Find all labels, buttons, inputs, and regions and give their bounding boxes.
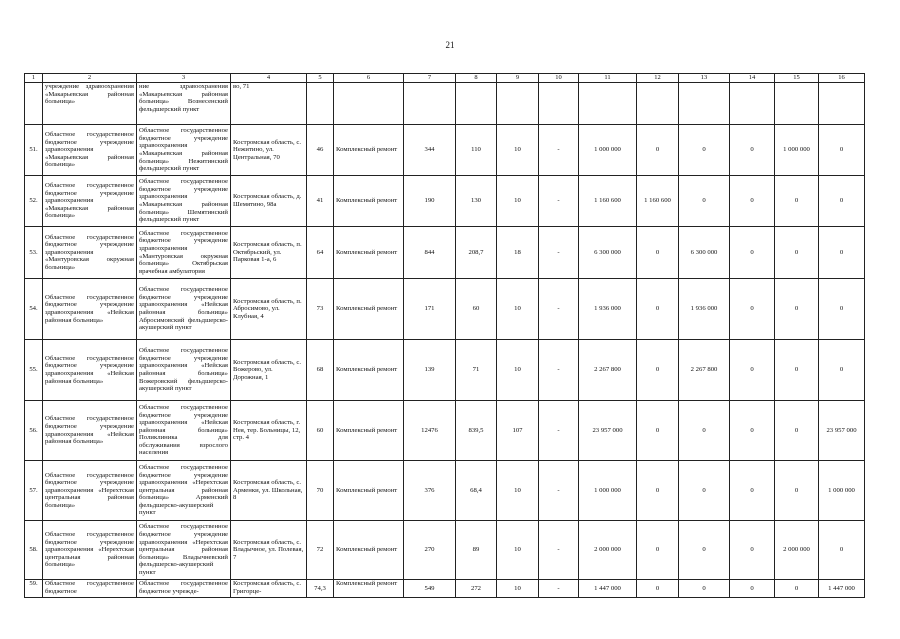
cost-2024-cell: 0 [730,340,775,401]
address-cell: Костромская область, с. Арменки, ул. Школьная, 8 [231,461,307,521]
facility-cell: Областное государственное бюджетное учреждение здравоохранения «Нейская районная больница» Абросимовский фельдшерско-акушерский пункт [137,279,231,340]
cost-2023-cell: 0 [679,125,730,176]
column-number: 11 [579,74,637,83]
staff-cell: 10 [497,461,539,521]
staff-cell: 10 [497,580,539,598]
work-type-cell: Комплексный ремонт [334,227,404,279]
cost-2022-cell: 0 [637,521,679,580]
row-number: 51. [25,125,43,176]
row-number: 59. [25,580,43,598]
institution-cell: Областное государственное бюджетное учреждение здравоохранения «Мантуровская окружная больница» [43,227,137,279]
area-cell: 68 [307,340,334,401]
beds-cell: - [539,279,579,340]
total-area-cell: 376 [404,461,456,521]
cost-2024-cell: 0 [730,176,775,227]
cost-2026-cell: 0 [819,125,865,176]
table-row [25,279,865,340]
table-row [25,401,865,461]
address-cell: Костромская область, д. Шемятино, 98а [231,176,307,227]
total-cost-cell: 1 936 000 [579,279,637,340]
cost-2025-cell: 0 [775,401,819,461]
facility-cell: Областное государственное бюджетное учреждение здравоохранения «Нейская районная больница» Вожеровский фельдшерско-акушерский пункт [137,340,231,401]
beds-cell: - [539,580,579,598]
total-cost-cell: 6 300 000 [579,227,637,279]
cost-2025-cell: 0 [775,227,819,279]
empty-cell [819,83,865,125]
staff-cell: 10 [497,279,539,340]
table-row [25,580,865,598]
cost-2026-cell: 0 [819,176,865,227]
cost-2023-cell: 6 300 000 [679,227,730,279]
total-cost-cell: 1 160 600 [579,176,637,227]
beds-cell: - [539,461,579,521]
repair-area-cell: 68,4 [456,461,497,521]
area-cell: 60 [307,401,334,461]
total-area-cell: 549 [404,580,456,598]
staff-cell: 10 [497,521,539,580]
cost-2022-cell: 0 [637,227,679,279]
empty-cell [456,83,497,125]
row-number: 58. [25,521,43,580]
repair-area-cell: 130 [456,176,497,227]
address-cell: Костромская область, п. Октябрьский, ул. Парковая 1-а, 6 [231,227,307,279]
area-cell: 73 [307,279,334,340]
column-number: 7 [404,74,456,83]
cost-2024-cell: 0 [730,279,775,340]
beds-cell: - [539,340,579,401]
table-row [25,125,865,176]
facility-cell: Областное государственное бюджетное учреждение здравоохранения «Нерехтская центральная районная больница» Арменский фельдшерско-акушерский пункт [137,461,231,521]
work-type-cell: Комплексный ремонт [334,521,404,580]
institution-cell: Областное государственное бюджетное учреждение здравоохранения «Макарьевская районная больница» [43,125,137,176]
total-area-cell: 139 [404,340,456,401]
column-number: 8 [456,74,497,83]
cost-2023-cell: 0 [679,461,730,521]
beds-cell: - [539,401,579,461]
work-type-cell: Комплексный ремонт [334,125,404,176]
total-area-cell: 190 [404,176,456,227]
row-number: 57. [25,461,43,521]
cost-2022-cell: 0 [637,461,679,521]
cost-2023-cell: 0 [679,401,730,461]
total-cost-cell: 2 267 800 [579,340,637,401]
cost-2023-cell: 0 [679,521,730,580]
cost-2022-cell: 0 [637,401,679,461]
area-cell: 46 [307,125,334,176]
continuation-row [25,83,865,125]
address-cell: Костромская область, с. Вожерово, ул. Дорожная, 1 [231,340,307,401]
column-number: 5 [307,74,334,83]
work-type-cell: Комплексный ремонт [334,340,404,401]
column-number: 9 [497,74,539,83]
cost-2024-cell: 0 [730,461,775,521]
address-cell: во, 71 [231,83,307,125]
empty-cell [730,83,775,125]
row-number: 52. [25,176,43,227]
empty-cell [539,83,579,125]
institution-cell: Областное государственное бюджетное учреждение здравоохранения «Макарьевская районная больница» [43,176,137,227]
institution-cell: Областное государственное бюджетное учреждение здравоохранения «Нерехтская центральная районная больница» [43,521,137,580]
beds-cell: - [539,176,579,227]
facility-cell: Областное государственное бюджетное учреждение здравоохранения «Макарьевская районная больница» Нежитинский фельдшерский пункт [137,125,231,176]
empty-cell [679,83,730,125]
repair-area-cell: 839,5 [456,401,497,461]
total-cost-cell: 1 447 000 [579,580,637,598]
institution-cell: Областное государственное бюджетное [43,580,137,598]
cost-2023-cell: 0 [679,580,730,598]
table-row [25,176,865,227]
column-number: 4 [231,74,307,83]
cost-2022-cell: 0 [637,279,679,340]
cost-2026-cell: 0 [819,227,865,279]
facility-cell: Областное государственное бюджетное учреждение здравоохранения «Нейская районная больница» Поликлиника для обслуживания взрослого населения [137,401,231,461]
cost-2024-cell: 0 [730,401,775,461]
row-number: 53. [25,227,43,279]
repair-area-cell: 272 [456,580,497,598]
cost-2024-cell: 0 [730,580,775,598]
area-cell: 41 [307,176,334,227]
cost-2022-cell: 0 [637,340,679,401]
total-cost-cell: 2 000 000 [579,521,637,580]
address-cell: Костромская область, с. Григорце- [231,580,307,598]
address-cell: Костромская область, с. Нежитино, ул. Центральная, 70 [231,125,307,176]
column-number-row [25,74,865,83]
table-row [25,340,865,401]
cost-2023-cell: 1 936 000 [679,279,730,340]
row-number: 54. [25,279,43,340]
table-row [25,227,865,279]
facility-cell: Областное государственное бюджетное учреждение здравоохранения «Нерехтская центральная районная больница» Владычневский фельдшерско-акушерский пункт [137,521,231,580]
cost-2026-cell: 23 957 000 [819,401,865,461]
column-number: 16 [819,74,865,83]
area-cell: 74,3 [307,580,334,598]
empty-cell [579,83,637,125]
repair-area-cell: 60 [456,279,497,340]
repair-area-cell: 110 [456,125,497,176]
total-area-cell: 12476 [404,401,456,461]
cost-2023-cell: 2 267 800 [679,340,730,401]
area-cell: 72 [307,521,334,580]
staff-cell: 10 [497,125,539,176]
cost-2026-cell: 1 447 000 [819,580,865,598]
cost-2026-cell: 0 [819,279,865,340]
work-type-cell: Комплексный ремонт [334,401,404,461]
total-cost-cell: 1 000 000 [579,461,637,521]
empty-cell [307,83,334,125]
area-cell: 64 [307,227,334,279]
repair-area-cell: 71 [456,340,497,401]
staff-cell: 18 [497,227,539,279]
column-number: 3 [137,74,231,83]
cost-2026-cell: 0 [819,340,865,401]
column-number: 10 [539,74,579,83]
beds-cell: - [539,125,579,176]
column-number: 6 [334,74,404,83]
total-area-cell: 344 [404,125,456,176]
cost-2026-cell: 0 [819,521,865,580]
beds-cell: - [539,521,579,580]
institution-cell: учреждение здравоохранения «Макарьевская районная больница» [43,83,137,125]
beds-cell: - [539,227,579,279]
staff-cell: 10 [497,176,539,227]
repair-area-cell: 89 [456,521,497,580]
repair-register-table [24,73,865,598]
table-row [25,461,865,521]
row-number: 55. [25,340,43,401]
cost-2025-cell: 0 [775,461,819,521]
page-number: 21 [445,40,455,50]
work-type-cell: Комплексный ремонт [334,580,404,598]
row-number [25,83,43,125]
total-area-cell: 844 [404,227,456,279]
cost-2025-cell: 1 000 000 [775,125,819,176]
table-row [25,521,865,580]
total-cost-cell: 23 957 000 [579,401,637,461]
institution-cell: Областное государственное бюджетное учреждение здравоохранения «Нерехтская центральная районная больница» [43,461,137,521]
column-number: 1 [25,74,43,83]
row-number: 56. [25,401,43,461]
total-area-cell: 270 [404,521,456,580]
cost-2026-cell: 1 000 000 [819,461,865,521]
cost-2022-cell: 1 160 600 [637,176,679,227]
column-number: 15 [775,74,819,83]
staff-cell: 107 [497,401,539,461]
empty-cell [497,83,539,125]
column-number: 2 [43,74,137,83]
address-cell: Костромская область, с. Владычное, ул. Полевая, 7 [231,521,307,580]
facility-cell: Областное государственное бюджетное учрежде- [137,580,231,598]
cost-2025-cell: 0 [775,340,819,401]
empty-cell [775,83,819,125]
facility-cell: Областное государственное бюджетное учреждение здравоохранения «Мантуровская окружная больница» Октябрьская врачебная амбулатория [137,227,231,279]
cost-2025-cell: 0 [775,176,819,227]
cost-2022-cell: 0 [637,125,679,176]
institution-cell: Областное государственное бюджетное учреждение здравоохранения «Нейская районная больница» [43,401,137,461]
empty-cell [334,83,404,125]
repair-area-cell: 208,7 [456,227,497,279]
facility-cell: Областное государственное бюджетное учреждение здравоохранения «Макарьевская районная больница» Шемятинский фельдшерский пункт [137,176,231,227]
cost-2022-cell: 0 [637,580,679,598]
cost-2025-cell: 2 000 000 [775,521,819,580]
area-cell: 70 [307,461,334,521]
institution-cell: Областное государственное бюджетное учреждение здравоохранения «Нейская районная больница» [43,279,137,340]
cost-2025-cell: 0 [775,279,819,340]
institution-cell: Областное государственное бюджетное учреждение здравоохранения «Нейская районная больница» [43,340,137,401]
cost-2023-cell: 0 [679,176,730,227]
work-type-cell: Комплексный ремонт [334,176,404,227]
cost-2025-cell: 0 [775,580,819,598]
cost-2024-cell: 0 [730,227,775,279]
column-number: 13 [679,74,730,83]
facility-cell: ние здравоохранения «Макарьевская районная больница» Вознесенский фельдшерский пункт [137,83,231,125]
address-cell: Костромская область, г. Нея, тер. Больницы, 12, стр. 4 [231,401,307,461]
empty-cell [404,83,456,125]
total-area-cell: 171 [404,279,456,340]
work-type-cell: Комплексный ремонт [334,279,404,340]
total-cost-cell: 1 000 000 [579,125,637,176]
address-cell: Костромская область, п. Абросимово, ул. Клубная, 4 [231,279,307,340]
cost-2024-cell: 0 [730,521,775,580]
cost-2024-cell: 0 [730,125,775,176]
column-number: 12 [637,74,679,83]
staff-cell: 10 [497,340,539,401]
work-type-cell: Комплексный ремонт [334,461,404,521]
column-number: 14 [730,74,775,83]
empty-cell [637,83,679,125]
